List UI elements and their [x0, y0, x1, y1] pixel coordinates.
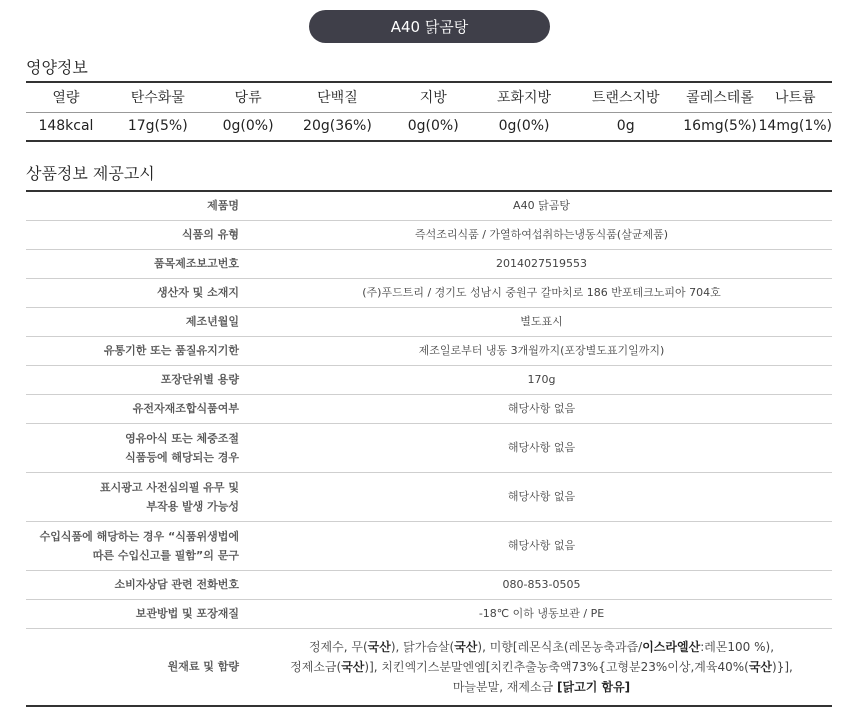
info-value: 즉석조리식품 / 가열하여섭취하는냉동식품(살균제품): [251, 220, 832, 249]
nutrition-value: 14mg(1%): [758, 118, 832, 135]
nutrition-value-row: [26, 112, 832, 141]
ingredient-text: )}],: [772, 659, 793, 674]
info-value: 2014027519553: [251, 249, 832, 278]
nutrition-header-row: [26, 82, 832, 112]
info-value: 별도표시: [251, 307, 832, 336]
nutrition-header: 지방: [388, 82, 478, 112]
info-row-expiry: [26, 336, 832, 365]
ingredient-origin: 국산: [748, 659, 773, 674]
info-row-consumer-phone: [26, 570, 832, 599]
info-label-line: 따른 수입신고를 필함”의 문구: [92, 548, 239, 562]
info-row-manufacture-date: [26, 307, 832, 336]
info-label: 품목제조보고번호: [26, 249, 251, 278]
nutrition-value: 17g(5%): [127, 118, 188, 135]
info-row-product-name: [26, 191, 832, 220]
info-row-storage-packaging: [26, 599, 832, 628]
info-value: 080-853-0505: [251, 570, 832, 599]
info-label: 포장단위별 용량: [26, 365, 251, 394]
product-title: A40 닭곰탕: [390, 18, 469, 36]
info-row-package-capacity: [26, 365, 832, 394]
info-value: 해당사항 없음: [251, 521, 832, 570]
nutrition-header: 트랜스지방: [570, 82, 682, 112]
info-label-line: 부작용 발생 가능성: [146, 499, 239, 513]
info-value: 해당사항 없음: [251, 394, 832, 423]
info-row-gmo: [26, 394, 832, 423]
ingredient-origin: 이스라엘산: [642, 639, 701, 654]
nutrition-section-title: 영양정보: [26, 58, 88, 77]
ingredient-text: 정제수, 무(: [308, 639, 368, 654]
info-row-manufacturer: [26, 278, 832, 307]
product-info-table: [26, 190, 832, 707]
ingredient-text: ), 미향[레몬식초(레몬농축과즙/: [477, 639, 643, 654]
info-label: 제조년월일: [26, 307, 251, 336]
info-label: [26, 521, 251, 570]
info-label-line: 수입식품에 해당하는 경우 “식품위생법에: [39, 529, 239, 543]
nutrition-table: [26, 81, 832, 142]
nutrition-value: 0g(0%): [222, 118, 274, 135]
info-row-import-notice: [26, 521, 832, 570]
ingredient-text: 정제소금(: [290, 659, 342, 674]
info-row-ad-review: [26, 472, 832, 521]
ingredient-origin: 국산: [454, 639, 478, 654]
info-label-line: 표시광고 사전심의필 유무 및: [100, 480, 239, 494]
nutrition-header: 단백질: [287, 82, 389, 112]
nutrition-value: 16mg(5%): [683, 118, 757, 135]
info-label: 제품명: [26, 191, 251, 220]
info-label: 생산자 및 소재지: [26, 278, 251, 307]
ingredient-text: :레몬100 %),: [700, 639, 775, 654]
info-label: 유통기한 또는 품질유지기한: [26, 336, 251, 365]
info-value: 170g: [251, 365, 832, 394]
info-value: (주)푸드트리 / 경기도 성남시 중원구 갈마치로 186 반포테크노피아 704호: [251, 278, 832, 307]
info-label: 보관방법 및 포장재질: [26, 599, 251, 628]
info-value: -18℃ 이하 냉동보관 / PE: [251, 599, 832, 628]
info-value: 제조일로부터 냉동 3개월까지(포장별도표기일까지): [251, 336, 832, 365]
nutrition-header: 나트륨: [759, 82, 832, 112]
ingredient-text: ), 닭가슴살(: [390, 639, 455, 654]
info-label: [26, 472, 251, 521]
nutrition-header: 열량: [26, 82, 106, 112]
nutrition-value: 0g(0%): [498, 118, 550, 135]
info-label: 원재료 및 함량: [167, 660, 239, 674]
ingredients-text: [251, 628, 832, 706]
info-row-report-number: [26, 249, 832, 278]
ingredient-origin: 국산: [341, 659, 365, 674]
nutrition-header: 콜레스테롤: [681, 82, 758, 112]
nutrition-value: 0g(0%): [407, 118, 459, 135]
info-value: 해당사항 없음: [251, 472, 832, 521]
info-label: 소비자상담 관련 전화번호: [26, 570, 251, 599]
nutrition-header: 탄수화물: [106, 82, 210, 112]
ingredient-text: 마늘분말, 재제소금: [452, 679, 558, 694]
nutrition-value: 0g: [616, 118, 635, 135]
info-row-food-type: [26, 220, 832, 249]
info-label-line: 영유아식 또는 체중조절: [125, 431, 239, 445]
info-label: [26, 423, 251, 472]
product-info-section-title: 상품정보 제공고시: [26, 164, 155, 183]
ingredient-text: )], 치킨엑기스분말엔엠[치킨추출농축액73%{고형분23%이상,계육40%(: [364, 659, 749, 674]
info-label: 유전자재조합식품여부: [26, 394, 251, 423]
info-row-infant-diet: [26, 423, 832, 472]
info-label: 식품의 유형: [26, 220, 251, 249]
info-row-ingredients: [26, 628, 832, 706]
nutrition-value: 20g(36%): [303, 118, 372, 135]
ingredient-origin: 국산: [367, 639, 391, 654]
info-value: A40 닭곰탕: [251, 191, 832, 220]
info-label-line: 식품등에 해당되는 경우: [125, 450, 239, 464]
nutrition-header: 포화지방: [478, 82, 570, 112]
product-title-badge: [309, 10, 550, 43]
nutrition-header: 당류: [210, 82, 287, 112]
nutrition-value: 148kcal: [38, 118, 94, 135]
info-value: 해당사항 없음: [251, 423, 832, 472]
allergen-notice: [닭고기 함유]: [557, 679, 631, 694]
